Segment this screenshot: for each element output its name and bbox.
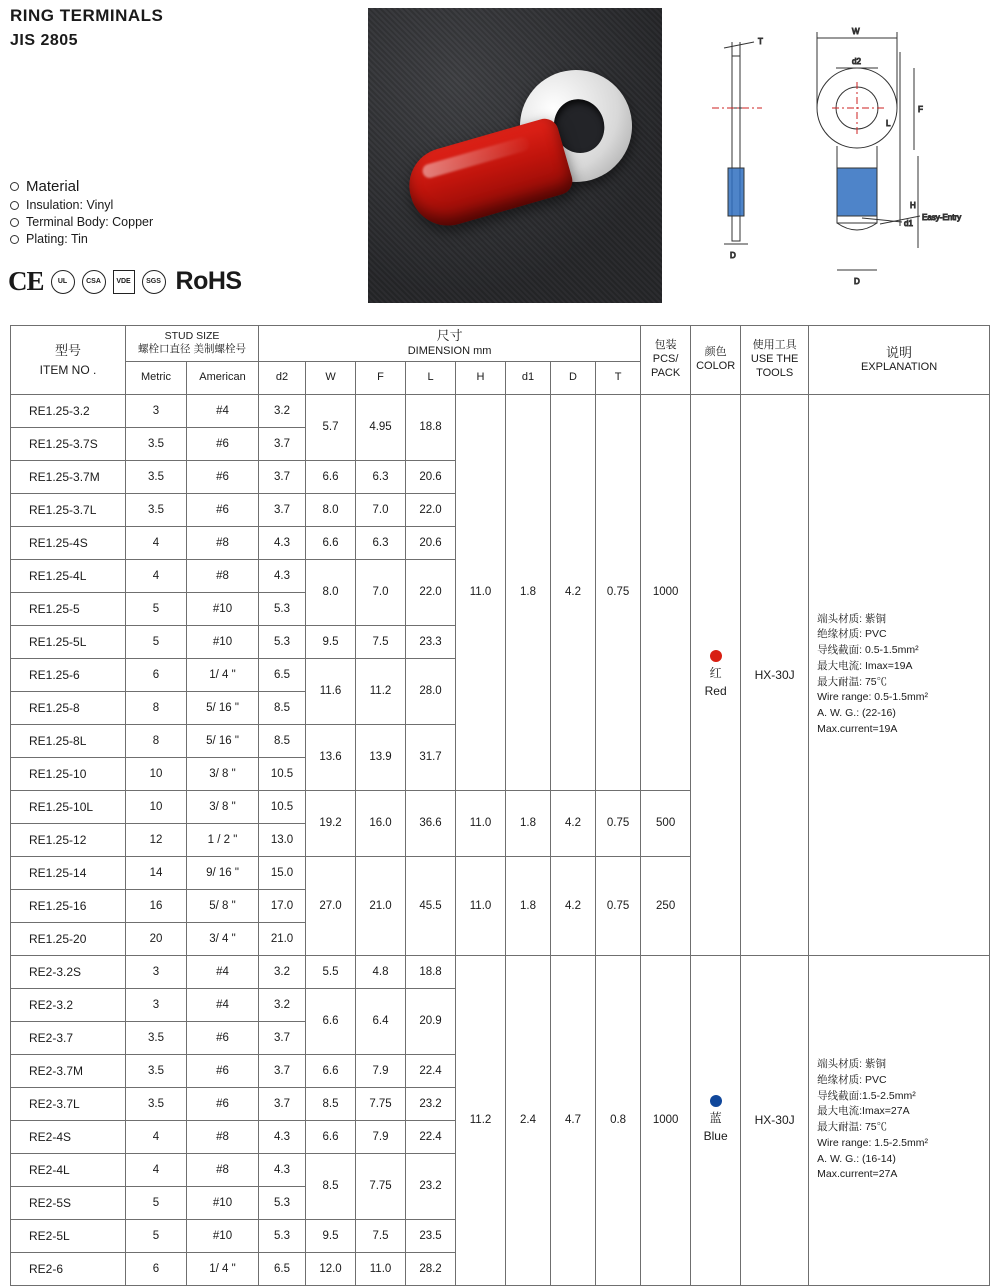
cell-d2: 6.5	[259, 1252, 306, 1285]
cell-metric: 3	[126, 394, 187, 427]
table-row	[11, 394, 990, 427]
cell-metric: 8	[126, 724, 187, 757]
cell-l: 18.8	[406, 955, 456, 988]
cell-item-no: RE1.25-10L	[11, 790, 126, 823]
cell-d: 4.2	[551, 394, 596, 790]
cell-d1: 1.8	[506, 856, 551, 955]
cell-d2: 8.5	[259, 724, 306, 757]
cell-american: 1 / 2 "	[187, 823, 259, 856]
explanation-line: 端头材质: 紫铜	[817, 612, 886, 625]
cell-item-no: RE1.25-10	[11, 757, 126, 790]
th-dimension	[259, 326, 641, 362]
cell-metric: 3	[126, 955, 187, 988]
cell-w: 8.5	[306, 1087, 356, 1120]
cell-f: 7.5	[356, 1219, 406, 1252]
bullet-icon	[10, 201, 19, 210]
cell-h: 11.0	[456, 790, 506, 856]
cell-d1: 1.8	[506, 394, 551, 790]
cell-l: 45.5	[406, 856, 456, 955]
th-w: W	[306, 361, 356, 394]
cell-d2: 5.3	[259, 1186, 306, 1219]
cell-american: #8	[187, 1120, 259, 1153]
th-dimension-en: DIMENSION mm	[407, 344, 492, 357]
cell-american: 1/ 4 "	[187, 658, 259, 691]
table-body	[11, 394, 990, 1285]
th-metric: Metric	[126, 361, 187, 394]
cell-american: 5/ 8 "	[187, 889, 259, 922]
cell-metric: 10	[126, 757, 187, 790]
explanation-line: Max.current=27A	[817, 1168, 898, 1181]
cell-metric: 3.5	[126, 1021, 187, 1054]
cell-f: 7.9	[356, 1054, 406, 1087]
th-american: American	[187, 361, 259, 394]
cell-item-no: RE1.25-3.7S	[11, 427, 126, 460]
cell-color	[691, 394, 741, 955]
color-dot-icon	[710, 650, 722, 662]
th-f: F	[356, 361, 406, 394]
cell-metric: 4	[126, 526, 187, 559]
color-label-en: Red	[704, 683, 727, 698]
color-label-cn: 红	[709, 665, 722, 680]
th-t: T	[596, 361, 641, 394]
svg-text:W: W	[852, 27, 860, 36]
cell-l: 20.9	[406, 988, 456, 1054]
cell-item-no: RE2-4S	[11, 1120, 126, 1153]
explanation-line: 端头材质: 紫铜	[817, 1058, 886, 1070]
cell-american: 3/ 4 "	[187, 922, 259, 955]
cell-l: 20.6	[406, 526, 456, 559]
cell-f: 7.0	[356, 559, 406, 625]
rohs-label: RoHS	[175, 267, 242, 295]
cell-h: 11.0	[456, 394, 506, 790]
cell-american: 9/ 16 "	[187, 856, 259, 889]
cell-f: 4.8	[356, 955, 406, 988]
technical-drawing	[672, 8, 992, 303]
th-color-en: COLOR	[696, 359, 736, 372]
cell-d2: 21.0	[259, 922, 306, 955]
cell-item-no: RE2-3.7	[11, 1021, 126, 1054]
cell-d: 4.2	[551, 856, 596, 955]
cell-pack: 250	[641, 856, 691, 955]
cell-f: 7.75	[356, 1153, 406, 1219]
explanation-line: 最大电流:Imax=27A	[817, 1105, 910, 1118]
cell-american: #4	[187, 988, 259, 1021]
cell-l: 31.7	[406, 724, 456, 790]
th-item-no-cn: 型号	[54, 343, 81, 358]
cell-f: 16.0	[356, 790, 406, 856]
material-item-label: Terminal Body: Copper	[26, 215, 154, 229]
cell-d2: 3.7	[259, 460, 306, 493]
svg-text:D: D	[854, 277, 860, 286]
cell-metric: 3	[126, 988, 187, 1021]
explanation-line: 最大耐温: 75℃	[817, 1121, 888, 1133]
th-pack	[641, 326, 691, 395]
cell-american: 1/ 4 "	[187, 1252, 259, 1285]
cell-item-no: RE1.25-5L	[11, 625, 126, 658]
cell-f: 6.3	[356, 526, 406, 559]
cell-metric: 5	[126, 1186, 187, 1219]
th-d1: d1	[506, 361, 551, 394]
cell-w: 6.6	[306, 526, 356, 559]
spec-table	[10, 325, 990, 1286]
cell-w: 6.6	[306, 460, 356, 493]
table-head	[11, 326, 990, 395]
cell-item-no: RE1.25-3.7M	[11, 460, 126, 493]
cell-w: 11.6	[306, 658, 356, 724]
cell-d2: 4.3	[259, 559, 306, 592]
table-header-row-1	[11, 326, 990, 362]
cell-american: #10	[187, 592, 259, 625]
cell-h: 11.0	[456, 856, 506, 955]
cell-metric: 10	[126, 790, 187, 823]
cell-f: 11.0	[356, 1252, 406, 1285]
page-subtitle: JIS 2805	[10, 32, 79, 49]
material-heading: Material	[26, 178, 80, 195]
cell-d2: 3.7	[259, 1021, 306, 1054]
svg-text:T: T	[758, 37, 763, 46]
ce-icon: CE	[8, 266, 44, 296]
drawing-svg	[672, 8, 992, 303]
cell-w: 12.0	[306, 1252, 356, 1285]
cell-american: #8	[187, 526, 259, 559]
cell-w: 19.2	[306, 790, 356, 856]
cell-w: 13.6	[306, 724, 356, 790]
terminal-insulation-sleeve	[400, 115, 575, 234]
cell-d2: 15.0	[259, 856, 306, 889]
cell-d2: 3.7	[259, 427, 306, 460]
th-pack-en: PCS/	[652, 352, 679, 365]
product-photo	[368, 8, 662, 303]
bullet-icon	[10, 218, 19, 227]
svg-text:F: F	[918, 105, 923, 114]
cell-d: 4.2	[551, 790, 596, 856]
cell-d2: 3.7	[259, 1054, 306, 1087]
cell-d2: 6.5	[259, 658, 306, 691]
material-item-label: Plating: Tin	[26, 232, 88, 246]
cell-l: 23.2	[406, 1153, 456, 1219]
cell-d: 4.7	[551, 955, 596, 1285]
cell-american: #4	[187, 955, 259, 988]
material-block	[10, 178, 153, 249]
cell-american: 5/ 16 "	[187, 724, 259, 757]
bullet-icon	[10, 182, 19, 191]
cell-metric: 4	[126, 1120, 187, 1153]
cell-w: 8.0	[306, 493, 356, 526]
th-explanation-en: EXPLANATION	[860, 361, 938, 374]
cell-w: 27.0	[306, 856, 356, 955]
cell-w: 6.6	[306, 988, 356, 1054]
cell-american: #8	[187, 559, 259, 592]
explanation-line: 最大电流: Imax=19A	[817, 659, 913, 672]
cell-pack: 500	[641, 790, 691, 856]
th-tools-cn: 使用工具	[752, 339, 797, 352]
cell-american: #6	[187, 427, 259, 460]
table-row	[11, 955, 990, 988]
cell-d2: 10.5	[259, 757, 306, 790]
cell-l: 22.4	[406, 1054, 456, 1087]
svg-text:Easy-Entry: Easy-Entry	[922, 213, 962, 222]
cell-item-no: RE1.25-20	[11, 922, 126, 955]
cell-metric: 3.5	[126, 1054, 187, 1087]
th-pack-cn: 包装	[654, 339, 677, 352]
cell-item-no: RE2-3.2	[11, 988, 126, 1021]
cell-american: #6	[187, 1054, 259, 1087]
cell-d2: 5.3	[259, 1219, 306, 1252]
cell-d2: 3.7	[259, 493, 306, 526]
cell-american: #6	[187, 1087, 259, 1120]
cell-item-no: RE1.25-4L	[11, 559, 126, 592]
cell-d2: 5.3	[259, 592, 306, 625]
cell-metric: 3.5	[126, 493, 187, 526]
cell-w: 5.7	[306, 394, 356, 460]
cell-american: 3/ 8 "	[187, 757, 259, 790]
th-explanation	[809, 326, 990, 395]
th-h: H	[456, 361, 506, 394]
explanation-line: Wire range: 0.5-1.5mm²	[817, 691, 928, 704]
cell-metric: 3.5	[126, 1087, 187, 1120]
cell-f: 7.9	[356, 1120, 406, 1153]
cell-item-no: RE1.25-16	[11, 889, 126, 922]
th-item-no-en: ITEM NO .	[39, 362, 97, 377]
cell-item-no: RE1.25-3.7L	[11, 493, 126, 526]
cell-metric: 6	[126, 1252, 187, 1285]
cell-w: 9.5	[306, 1219, 356, 1252]
cell-american: #6	[187, 493, 259, 526]
cell-tools: HX-30J	[741, 955, 809, 1285]
cell-f: 7.5	[356, 625, 406, 658]
th-item-no	[11, 326, 126, 395]
th-explanation-cn: 说明	[886, 344, 913, 360]
cell-item-no: RE1.25-8L	[11, 724, 126, 757]
cell-f: 13.9	[356, 724, 406, 790]
svg-text:d2: d2	[852, 57, 861, 66]
cell-h: 11.2	[456, 955, 506, 1285]
cell-metric: 20	[126, 922, 187, 955]
svg-text:D: D	[730, 251, 736, 260]
cell-d2: 10.5	[259, 790, 306, 823]
cell-american: #6	[187, 460, 259, 493]
cell-metric: 5	[126, 592, 187, 625]
cell-d1: 2.4	[506, 955, 551, 1285]
cell-l: 20.6	[406, 460, 456, 493]
cell-american: #10	[187, 1186, 259, 1219]
cell-item-no: RE1.25-5	[11, 592, 126, 625]
cell-t: 0.75	[596, 394, 641, 790]
cell-d2: 4.3	[259, 1120, 306, 1153]
cell-american: #10	[187, 625, 259, 658]
th-tools-en2: TOOLS	[756, 366, 794, 379]
cell-pack: 1000	[641, 955, 691, 1285]
ul-icon: UL	[51, 270, 75, 294]
cell-d2: 4.3	[259, 1153, 306, 1186]
cell-item-no: RE2-5L	[11, 1219, 126, 1252]
explanation-line: A. W. G.: (22-16)	[817, 707, 896, 719]
cell-explanation	[809, 394, 990, 955]
th-tools	[741, 326, 809, 395]
cell-item-no: RE1.25-6	[11, 658, 126, 691]
cell-w: 5.5	[306, 955, 356, 988]
cell-w: 6.6	[306, 1120, 356, 1153]
cell-f: 6.4	[356, 988, 406, 1054]
cell-l: 22.4	[406, 1120, 456, 1153]
cell-pack: 1000	[641, 394, 691, 790]
cell-metric: 5	[126, 1219, 187, 1252]
cell-american: 3/ 8 "	[187, 790, 259, 823]
explanation-line: 最大耐温: 75℃	[817, 675, 888, 688]
material-heading-row	[10, 178, 153, 195]
spec-table-wrap	[10, 325, 990, 1286]
cell-d2: 3.2	[259, 988, 306, 1021]
th-tools-en1: USE THE	[750, 352, 799, 365]
material-item	[10, 215, 153, 229]
explanation-line: 绝缘材质: PVC	[817, 628, 887, 641]
sgs-icon: SGS	[142, 270, 166, 294]
explanation-line: Wire range: 1.5-2.5mm²	[817, 1136, 928, 1149]
cell-f: 11.2	[356, 658, 406, 724]
cell-l: 23.5	[406, 1219, 456, 1252]
th-l: L	[406, 361, 456, 394]
explanation-line: 导线截面:1.5-2.5mm²	[817, 1089, 916, 1102]
cell-explanation	[809, 955, 990, 1285]
cell-item-no: RE2-5S	[11, 1186, 126, 1219]
cell-metric: 12	[126, 823, 187, 856]
cell-american: #6	[187, 1021, 259, 1054]
cell-item-no: RE2-4L	[11, 1153, 126, 1186]
vde-icon: VDE	[113, 270, 135, 294]
color-label-cn: 蓝	[709, 1111, 722, 1125]
cell-metric: 8	[126, 691, 187, 724]
svg-text:H: H	[910, 201, 916, 210]
cell-item-no: RE1.25-4S	[11, 526, 126, 559]
svg-text:d1: d1	[904, 219, 913, 228]
cell-l: 23.3	[406, 625, 456, 658]
cell-metric: 16	[126, 889, 187, 922]
explanation-line: 导线截面: 0.5-1.5mm²	[817, 644, 919, 656]
cell-item-no: RE2-3.7L	[11, 1087, 126, 1120]
cell-metric: 4	[126, 1153, 187, 1186]
explanation-line: A. W. G.: (16-14)	[817, 1152, 896, 1165]
bullet-icon	[10, 235, 19, 244]
cell-item-no: RE1.25-14	[11, 856, 126, 889]
explanation-line: Max.current=19A	[817, 722, 898, 735]
th-pack-en2: PACK	[651, 366, 681, 379]
cell-l: 22.0	[406, 493, 456, 526]
cell-f: 4.95	[356, 394, 406, 460]
cell-l: 28.2	[406, 1252, 456, 1285]
cell-d2: 4.3	[259, 526, 306, 559]
csa-icon: CSA	[82, 270, 106, 294]
th-d: D	[551, 361, 596, 394]
cell-item-no: RE1.25-8	[11, 691, 126, 724]
th-stud-size-en: STUD SIZE	[164, 329, 220, 342]
cell-item-no: RE2-6	[11, 1252, 126, 1285]
color-label-en: Blue	[703, 1129, 728, 1143]
cell-t: 0.75	[596, 790, 641, 856]
cell-metric: 14	[126, 856, 187, 889]
cell-f: 7.75	[356, 1087, 406, 1120]
cell-l: 22.0	[406, 559, 456, 625]
cell-d2: 3.2	[259, 955, 306, 988]
th-color-cn: 颜色	[704, 346, 727, 358]
color-dot-icon	[710, 1095, 722, 1107]
cell-tools: HX-30J	[741, 394, 809, 955]
cell-d2: 8.5	[259, 691, 306, 724]
title-block	[10, 6, 340, 50]
page-title: RING TERMINALS	[10, 6, 164, 25]
cell-d1: 1.8	[506, 790, 551, 856]
cell-item-no: RE1.25-12	[11, 823, 126, 856]
cell-l: 28.0	[406, 658, 456, 724]
cell-l: 18.8	[406, 394, 456, 460]
cell-f: 21.0	[356, 856, 406, 955]
th-d2: d2	[259, 361, 306, 394]
cell-f: 7.0	[356, 493, 406, 526]
cell-l: 36.6	[406, 790, 456, 856]
th-stud-size-cn: 螺栓口直径 美制螺栓号	[138, 343, 246, 356]
cell-metric: 4	[126, 559, 187, 592]
explanation-line: 绝缘材质: PVC	[817, 1073, 887, 1086]
svg-text:L: L	[886, 119, 891, 128]
cell-d2: 17.0	[259, 889, 306, 922]
cell-item-no: RE2-3.2S	[11, 955, 126, 988]
cell-metric: 3.5	[126, 460, 187, 493]
cell-metric: 6	[126, 658, 187, 691]
cell-w: 6.6	[306, 1054, 356, 1087]
material-item	[10, 232, 153, 246]
cell-l: 23.2	[406, 1087, 456, 1120]
cell-t: 0.75	[596, 856, 641, 955]
cell-d2: 13.0	[259, 823, 306, 856]
cell-t: 0.8	[596, 955, 641, 1285]
cell-metric: 3.5	[126, 427, 187, 460]
cell-item-no: RE1.25-3.2	[11, 394, 126, 427]
cell-metric: 5	[126, 625, 187, 658]
cell-w: 9.5	[306, 625, 356, 658]
certification-marks	[8, 266, 242, 297]
cell-american: #4	[187, 394, 259, 427]
cell-american: #8	[187, 1153, 259, 1186]
cell-american: #10	[187, 1219, 259, 1252]
th-color	[691, 326, 741, 395]
material-item	[10, 198, 153, 212]
cell-color	[691, 955, 741, 1285]
material-item-label: Insulation: Vinyl	[26, 198, 114, 212]
cell-d2: 5.3	[259, 625, 306, 658]
th-dimension-cn: 尺寸	[436, 328, 463, 343]
cell-d2: 3.7	[259, 1087, 306, 1120]
cell-w: 8.5	[306, 1153, 356, 1219]
cell-f: 6.3	[356, 460, 406, 493]
th-stud-size	[126, 326, 259, 362]
cell-item-no: RE2-3.7M	[11, 1054, 126, 1087]
page-header	[0, 0, 1000, 305]
cell-w: 8.0	[306, 559, 356, 625]
cell-d2: 3.2	[259, 394, 306, 427]
cell-american: 5/ 16 "	[187, 691, 259, 724]
